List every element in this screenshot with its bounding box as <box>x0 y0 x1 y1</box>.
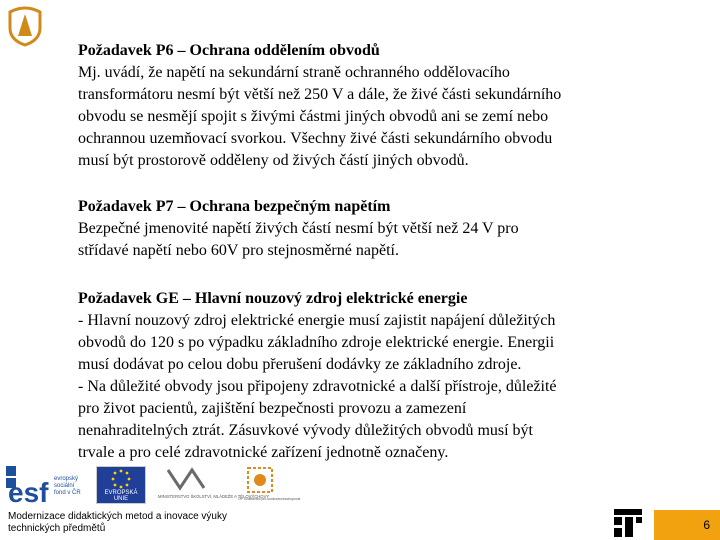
page-number: 6 <box>703 518 710 532</box>
document-body <box>78 40 638 488</box>
footer-project-text <box>8 511 268 535</box>
requirement-ge <box>78 288 638 464</box>
eu-flag-logo <box>96 466 146 504</box>
footer-line: technických předmětů <box>8 523 106 534</box>
requirement-heading: Požadavek GE – Hlavní nouzový zdroj elektrické energie <box>78 290 468 307</box>
institution-logo-icon <box>6 6 44 46</box>
text-line: pro život pacientů, zajištění bezpečnosti provozu a zamezení <box>78 400 467 417</box>
svg-text:fond v ČR: fond v ČR <box>54 490 81 496</box>
text-line: - Na důležité obvody jsou připojeny zdravotnické a další přístroje, důležité <box>78 378 557 395</box>
text-line: obvodu se nesmějí spojit s živými částmi jiných obvodů ani se zemí nebo <box>78 108 549 125</box>
text-line: obvodů do 120 s po výpadku základního zdroje elektrické energie. Energii <box>78 334 555 351</box>
text-line: střídavé napětí nebo 60V pro stejnosměrné napětí. <box>78 242 399 259</box>
op-logo-icon <box>238 466 301 506</box>
op-label: OP Vzdělávání pro konkurenceschopnost <box>238 497 301 501</box>
eu-label: EVROPSKÁ UNIE <box>104 490 138 502</box>
text-line: musí být prostorově odděleny od živých částí jiných obvodů. <box>78 152 469 169</box>
requirement-heading: Požadavek P6 – Ochrana oddělením obvodů <box>78 42 380 59</box>
requirement-heading: Požadavek P7 – Ochrana bezpečným napětím <box>78 198 391 215</box>
text-line: ochrannou uzemňovací svorkou. Všechny živé části sekundárního obvodu <box>78 130 553 147</box>
requirement-p7 <box>78 196 638 262</box>
page-number-badge <box>654 510 720 540</box>
svg-text:sociální: sociální <box>54 483 75 489</box>
text-line: Bezpečné jmenovité napětí živých částí nesmí být větší než 24 V pro <box>78 220 519 237</box>
esf-logo-text: esf <box>8 477 49 508</box>
text-line: nenahraditelných ztrát. Zásuvkové vývody důležitých obvodů musí být <box>78 422 533 439</box>
footer-brand-icon <box>614 509 642 537</box>
text-line: trvale a pro celé zdravotnické zařízení jednotně označeny. <box>78 444 449 461</box>
text-line: musí dodávat po celou dobu přerušení dodávky ze základního zdroje. <box>78 356 522 373</box>
text-line: - Hlavní nouzový zdroj elektrické energie musí zajistit napájení důležitých <box>78 312 556 329</box>
svg-text:evropský: evropský <box>54 476 79 482</box>
esf-logo-icon <box>6 466 86 508</box>
msmt-label: MINISTERSTVO ŠKOLSTVÍ, MLÁDEŽE A TĚLOVÝCHOVY <box>158 494 270 499</box>
requirement-p6 <box>78 40 638 172</box>
text-line: Mj. uvádí, že napětí na sekundární straně ochranného oddělovacího <box>78 64 510 81</box>
funding-logos <box>6 466 301 508</box>
text-line: transformátoru nesmí být větší než 250 V a dále, že živé části sekundárního <box>78 86 562 103</box>
footer-line: Modernizace didaktických metod a inovace výuky <box>8 511 227 522</box>
